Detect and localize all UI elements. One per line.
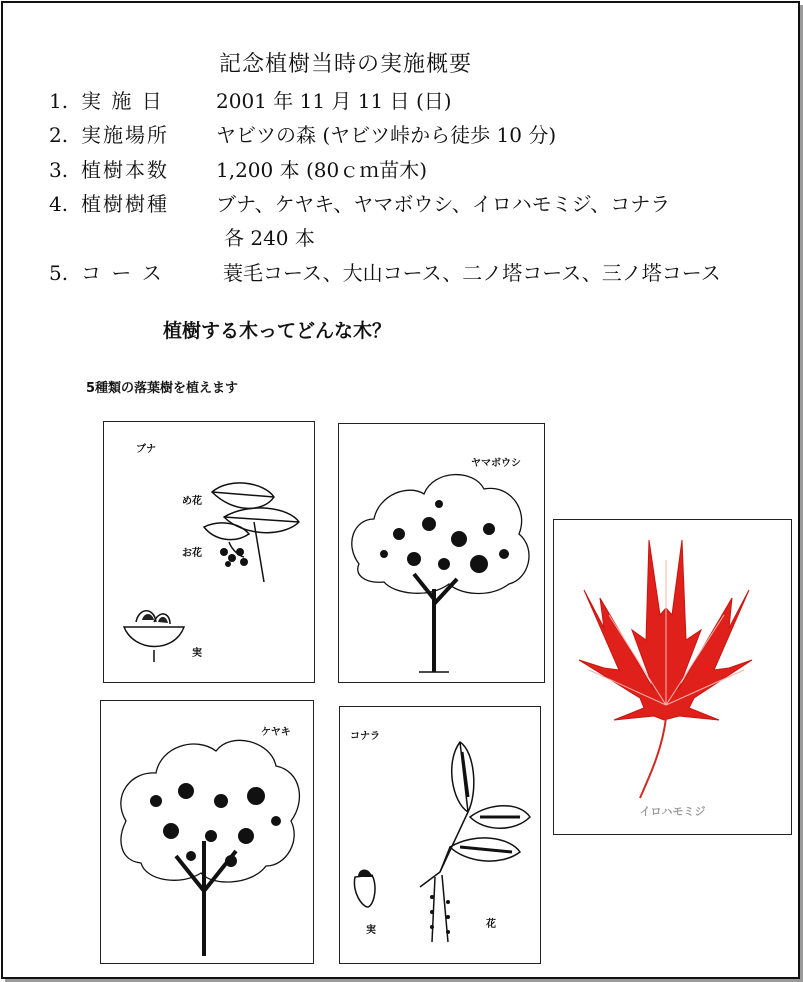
- buna-male-flower-label: お花: [182, 548, 202, 559]
- document-page: [1, 1, 800, 979]
- item-number: 2.: [49, 123, 69, 147]
- buna-label: ブナ: [136, 444, 156, 455]
- item-course: [49, 261, 721, 285]
- iroha-momiji-label: イロハモミジ: [639, 805, 706, 818]
- buna-female-flower-label: め花: [182, 496, 202, 507]
- keyaki-illustration: [101, 701, 313, 963]
- card-buna: [103, 421, 315, 683]
- item-value: 1,200 本 (80ｃｍ苗木): [216, 158, 428, 182]
- item-location: [49, 123, 556, 147]
- item-value: 2001 年 11 月 11 日 (日): [216, 89, 452, 113]
- item-label: 植樹本数: [81, 158, 169, 182]
- item-species: [49, 192, 670, 216]
- konara-illustration: [340, 707, 540, 963]
- yamaboushi-illustration: [339, 424, 544, 682]
- card-iroha-momiji: [553, 519, 792, 835]
- card-yamaboushi: [338, 423, 545, 683]
- buna-fruit-label: 実: [192, 648, 202, 659]
- item-label: 実 施 日: [81, 89, 164, 113]
- card-keyaki: [100, 700, 314, 964]
- item-date: [49, 89, 452, 113]
- section-subheading: 植樹する木ってどんな木？: [163, 320, 392, 342]
- konara-fruit-label: 実: [366, 925, 376, 936]
- card-konara: [339, 706, 541, 964]
- item-number: 4.: [49, 192, 69, 216]
- yamaboushi-label: ヤマボウシ: [471, 458, 521, 469]
- section-small-heading: 5種類の落葉樹を植えます: [86, 381, 239, 396]
- item-label: コ ー ス: [81, 261, 164, 285]
- item-value: ヤビツの森 (ヤビツ峠から徒歩 10 分): [216, 123, 557, 147]
- item-value: 蓑毛コース、大山コース、二ノ塔コース、三ノ塔コース: [223, 261, 721, 285]
- item-number: 3.: [49, 158, 69, 182]
- item-value: ブナ、ケヤキ、ヤマボウシ、イロハモミジ、コナラ: [216, 192, 671, 216]
- item-number: 5.: [49, 261, 69, 285]
- buna-illustration: [104, 422, 314, 682]
- konara-label: コナラ: [350, 731, 380, 742]
- item-label: 実施場所: [81, 123, 169, 147]
- keyaki-label: ケヤキ: [261, 727, 291, 738]
- maple-leaf-illustration: [554, 520, 791, 834]
- item-label: 植樹樹種: [81, 192, 169, 216]
- item-count: [49, 158, 427, 182]
- item-number: 1.: [49, 89, 69, 113]
- konara-flower-label: 花: [486, 919, 496, 930]
- page-title: 記念植樹当時の実施概要: [219, 52, 473, 77]
- item-species-continuation: 各 240 本: [224, 226, 315, 250]
